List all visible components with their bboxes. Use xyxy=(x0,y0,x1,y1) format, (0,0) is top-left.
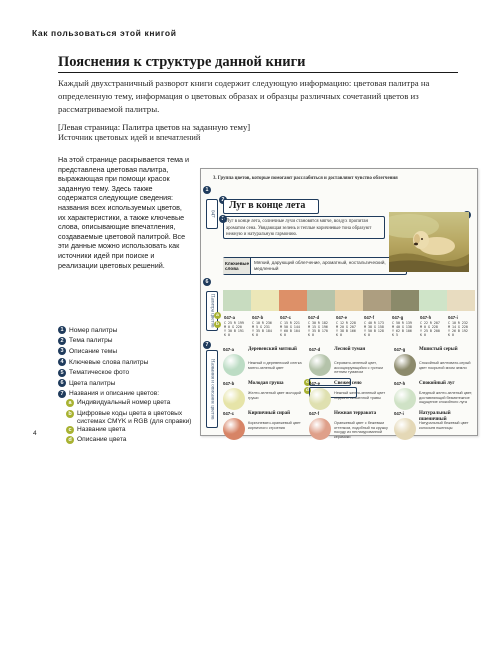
color-sphere xyxy=(309,388,331,410)
combo-name: Лесной туман xyxy=(334,347,366,352)
number-badge: 6 xyxy=(58,379,66,387)
palette-number-tab xyxy=(206,199,218,229)
color-values xyxy=(391,321,419,337)
number-badge: 4 xyxy=(58,358,66,366)
color-value: C 30 R 182 xyxy=(308,321,328,325)
color-value: Y 26 B 192 xyxy=(448,329,468,334)
combo-tab xyxy=(206,350,218,428)
letter-badge: d xyxy=(66,436,74,444)
combo-code: 047-e xyxy=(309,381,320,386)
legend-item-label: Названия и описание цветов: xyxy=(69,390,160,398)
section-heading: [Левая страница: Палитра цветов на заданную тему] xyxy=(58,122,251,132)
combo-description: Желто-зеленый цвет молодой груши xyxy=(248,391,302,400)
color-sphere xyxy=(309,354,331,376)
color-combo xyxy=(223,409,306,451)
theme-title: Луг в конце лета xyxy=(229,200,306,211)
color-code: 047-a xyxy=(224,315,235,320)
legend-item xyxy=(58,336,198,347)
combo-description: Серовато-зеленый цвет, ассоциирующийся с густым летним туманом xyxy=(334,361,383,375)
color-code: 047-i xyxy=(448,315,458,320)
combo-name: Мшистый серый xyxy=(419,347,458,352)
page-title: Пояснения к структуре данной книги xyxy=(58,54,306,70)
section-subheading: Источник цветовых идей и впечатлений xyxy=(58,133,201,142)
legend-item xyxy=(58,389,198,400)
combo-name: Свежее сено xyxy=(334,381,362,386)
number-badge: 3 xyxy=(58,347,66,355)
number-badge: 7 xyxy=(58,390,66,398)
palette-color xyxy=(363,290,391,337)
combo-description: Оранжевый цвет с бежевым оттенком, подобный на кружку посуду из неглазурованной керамики xyxy=(334,421,388,439)
color-code: 047-f xyxy=(364,315,375,320)
palette-number: 047 xyxy=(209,210,215,218)
combo-code: 047-a xyxy=(223,347,234,352)
color-value: C 50 R 139 xyxy=(392,321,412,325)
combo-name: Нежная терракота xyxy=(334,411,377,416)
color-value: C 12 R 228 xyxy=(336,321,356,325)
color-code: 047-e xyxy=(336,315,347,320)
palette-swatch xyxy=(363,290,391,311)
palette-color xyxy=(251,290,279,337)
combo-description: Нежный и деревенский слегка мятно-зеленый цвет xyxy=(248,361,302,370)
color-value: C 10 R 236 xyxy=(252,321,272,325)
palette-row xyxy=(223,290,475,337)
combo-name: Кирпичный сирай xyxy=(248,411,291,416)
palette-swatch xyxy=(279,290,307,311)
color-value: C 15 R 221 xyxy=(280,321,300,325)
callout-a: a xyxy=(214,312,221,319)
color-values xyxy=(279,321,307,337)
palette-color xyxy=(419,290,447,337)
callout-1: 1 xyxy=(203,186,211,194)
spread-caption: 3. Группа цветов, которые помогают расслабиться и доставляют чувство облегчения xyxy=(213,176,398,181)
number-badge: 2 xyxy=(58,337,66,345)
legend-subitem xyxy=(58,410,198,426)
palette-color xyxy=(391,290,419,337)
palette-color xyxy=(335,290,363,337)
color-value: M 0 G 228 xyxy=(420,325,438,330)
palette-swatch xyxy=(307,290,335,311)
legend-item-label: Номер палитры xyxy=(69,326,118,334)
callout-6: 6 xyxy=(203,278,211,286)
callout-d: d xyxy=(304,387,311,394)
header-line: Как пользоваться этой книгой xyxy=(32,28,177,38)
page-number: 4 xyxy=(33,430,37,437)
color-value: C 25 R 199 xyxy=(224,321,244,325)
color-sphere xyxy=(394,388,416,410)
combo-code: 047-f xyxy=(309,411,320,416)
color-code: 047-h xyxy=(420,315,432,320)
palette-tab-label: Палитра цветов xyxy=(209,294,215,328)
color-values xyxy=(335,321,363,337)
combo-name: Спокойный луг xyxy=(419,381,455,386)
callout-7: 7 xyxy=(203,341,211,349)
title-rule xyxy=(58,72,458,73)
legend-subitem xyxy=(58,399,198,410)
color-value: M 20 G 207 xyxy=(336,325,356,330)
palette-color xyxy=(279,290,307,337)
legend-item-label: Описание темы xyxy=(69,347,118,355)
color-value: C 10 R 232 xyxy=(448,321,468,325)
combo-description: Натуральный бежевый цвет колосьев пшеницы xyxy=(419,421,469,430)
letter-badge: a xyxy=(66,399,74,407)
combo-description: Спокойный желтовато-серый цвет покрытой мхом земли xyxy=(419,361,471,370)
color-values xyxy=(363,321,391,337)
keywords-label: Ключевые слова xyxy=(223,258,251,274)
color-value: Y 25 B 200 xyxy=(420,329,440,334)
color-value: K 0 xyxy=(280,333,286,338)
example-spread xyxy=(200,168,478,439)
legend-item xyxy=(58,378,198,389)
color-values xyxy=(251,321,279,337)
combo-description: Коричневато-оранжевый цвет кирпичного строения xyxy=(248,421,301,430)
keywords-text: Мягкий, дарующий облегчение, ароматный, ностальгический, медленный xyxy=(254,260,386,271)
color-values xyxy=(447,321,475,337)
color-sphere xyxy=(309,418,331,440)
letter-badge: c xyxy=(66,426,74,434)
combo-name: Натуральный пшеничный xyxy=(419,411,451,422)
legend-item-label: Тема палитры xyxy=(69,337,113,345)
color-sphere xyxy=(223,418,245,440)
color-code: 047-b xyxy=(252,315,264,320)
color-sphere xyxy=(223,354,245,376)
color-value: M 14 G 220 xyxy=(448,325,468,330)
combo-code: 047-c xyxy=(223,411,234,416)
color-values xyxy=(419,321,447,337)
description-text: На этой странице раскрывается тема и представлена цветовая палитра, выражающая при помощи красок заданную тему. Здесь также содержатся следующие сведения: названия всех используемых цветов, их характеристики, а также ключевые слова, описывающие впечатления, создаваемые цветовой палитрой. Все эти данные можно использовать как источники идей при поиске и реализации цветовых решений. xyxy=(58,155,190,270)
letter-badge: b xyxy=(66,410,74,418)
color-value: K 0 xyxy=(420,333,426,338)
callout-3: 3 xyxy=(219,215,227,223)
legend-item xyxy=(58,346,198,357)
palette-color xyxy=(223,290,251,337)
combo-code: 047-d xyxy=(309,347,321,352)
color-value: K 0 xyxy=(364,333,370,338)
color-value: Y 62 B 106 xyxy=(392,329,412,334)
theme-photo xyxy=(389,212,469,272)
color-value: C 22 R 207 xyxy=(420,321,440,325)
color-value: K 0 xyxy=(224,333,230,338)
callout-b: b xyxy=(214,321,221,328)
legend-item xyxy=(58,367,198,378)
color-values xyxy=(223,321,251,337)
callout-c: c xyxy=(304,379,311,386)
color-value: Y 38 B 166 xyxy=(336,329,356,334)
legend-item xyxy=(58,357,198,368)
palette-color xyxy=(307,290,335,337)
color-code: 047-d xyxy=(308,315,320,320)
color-sphere xyxy=(394,418,416,440)
color-value: K 0 xyxy=(448,333,454,338)
color-code: 047-g xyxy=(392,315,404,320)
color-value: M 5 G 231 xyxy=(252,325,270,330)
legend-subitem xyxy=(58,426,198,437)
color-value: M 0 G 220 xyxy=(224,325,242,330)
legend-item-label: Цвета палитры xyxy=(69,379,116,387)
combo-code: 047-g xyxy=(394,347,406,352)
legend-subitem xyxy=(58,436,198,447)
theme-description: Луг в конце лета, солнечные лучи становятся мягче, воздух пропитан ароматом сена. Увядающая зелень и теплые коричневые тона образуют нежную и натуральную гармонию. xyxy=(226,219,372,238)
intro-text: Каждый двухстраничный разворот книги содержит следующую информацию: цветовая палитра на определенную тему, информация о цветовых образах и образцы различных сочетаний цветов из рассматриваемой палитры. xyxy=(58,78,430,114)
legend-item xyxy=(58,325,198,336)
color-value: Y 35 B 170 xyxy=(308,329,328,334)
number-badge: 5 xyxy=(58,369,66,377)
palette-color xyxy=(447,290,475,337)
color-value: M 40 G 138 xyxy=(392,325,412,330)
color-value: M 15 G 196 xyxy=(308,325,328,330)
combo-description: Нежный желто-зеленый цвет недавно скошенной травы xyxy=(334,391,386,400)
color-value: Y 30 B 191 xyxy=(224,329,244,334)
combo-description: Бледный желто-зеленый цвет, доставляющий безмятежное ощущение спокойного луга xyxy=(419,391,473,405)
color-value: K 0 xyxy=(308,333,314,338)
color-code: 047-c xyxy=(280,315,291,320)
combo-code: 047-h xyxy=(394,381,406,386)
combo-code: 047-i xyxy=(394,411,404,416)
legend xyxy=(58,325,198,447)
color-value: K 5 xyxy=(392,333,398,338)
legend-subitem-label: Индивидуальный номер цвета xyxy=(77,399,171,407)
color-value: Y 35 B 184 xyxy=(252,329,272,334)
combo-name: Деревенский мятный xyxy=(248,347,297,352)
color-values xyxy=(307,321,335,337)
color-value: K 0 xyxy=(252,333,258,338)
combo-code: 047-b xyxy=(223,381,235,386)
color-value: Y 60 B 104 xyxy=(280,329,300,334)
palette-swatch xyxy=(335,290,363,311)
combo-name: Молодая груша xyxy=(248,381,284,386)
palette-swatch xyxy=(391,290,419,311)
color-value: M 50 G 144 xyxy=(280,325,300,330)
palette-swatch xyxy=(251,290,279,311)
color-sphere xyxy=(394,354,416,376)
color-value: M 38 G 158 xyxy=(364,325,384,330)
legend-item-label: Тематическое фото xyxy=(69,369,130,377)
legend-subitem-label: Название цвета xyxy=(77,425,126,433)
dog-in-meadow-photo xyxy=(389,212,469,272)
color-sphere xyxy=(223,388,245,410)
color-value: Y 50 B 128 xyxy=(364,329,384,334)
palette-swatch xyxy=(223,290,251,311)
color-value: C 40 R 173 xyxy=(364,321,384,325)
keywords xyxy=(223,258,406,274)
color-combo xyxy=(309,409,392,451)
color-value: K 0 xyxy=(336,333,342,338)
color-combo xyxy=(394,409,477,451)
palette-swatch xyxy=(447,290,475,311)
number-badge: 1 xyxy=(58,326,66,334)
combo-tab-label: Названия и описание цветов xyxy=(209,358,215,420)
palette-swatch xyxy=(419,290,447,311)
legend-item-label: Ключевые слова палитры xyxy=(69,358,149,366)
legend-subitem-label: Цифровые коды цвета в цветовых системах CMYK и RGB (для справки) xyxy=(77,409,192,425)
legend-subitem-label: Описание цвета xyxy=(77,436,127,444)
